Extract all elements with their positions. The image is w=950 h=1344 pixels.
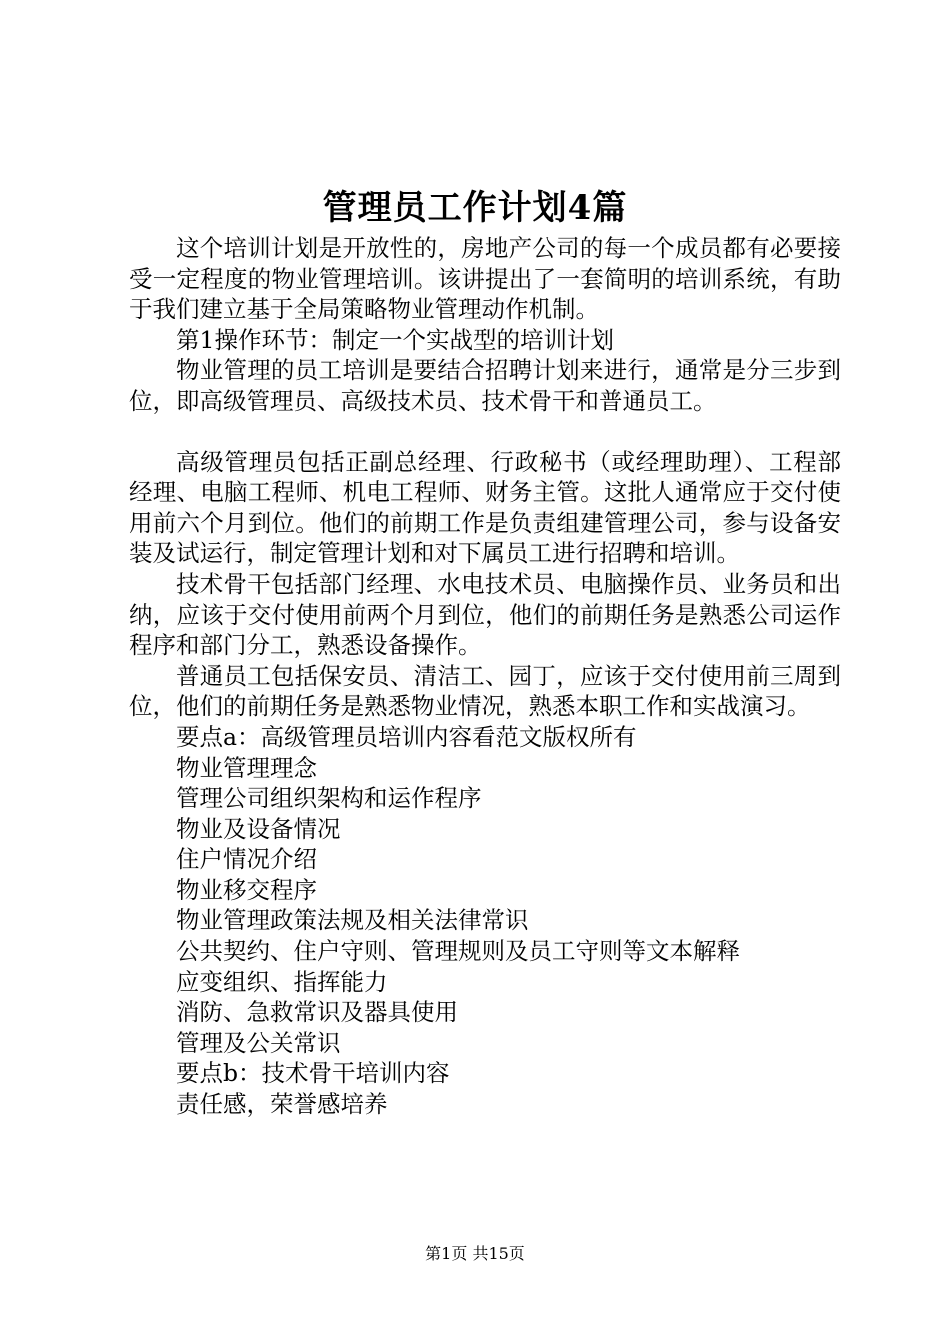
list-item: 住户情况介绍 bbox=[176, 845, 317, 874]
paragraph-technical-staff: 技术骨干包括部门经理、水电技术员、电脑操作员、业务员和出纳，应该于交付使用前两个月到位，他们的前期任务是熟悉公司运作程序和部门分工，熟悉设备操作。 bbox=[129, 569, 841, 660]
list-item: 物业管理理念 bbox=[176, 753, 317, 782]
list-item: 要点b：技术骨干培训内容 bbox=[176, 1059, 450, 1088]
list-item: 物业管理政策法规及相关法律常识 bbox=[176, 906, 529, 935]
paragraph-general-staff: 普通员工包括保安员、清洁工、园丁，应该于交付使用前三周到位，他们的前期任务是熟悉物业情况，熟悉本职工作和实战演习。 bbox=[129, 661, 841, 721]
document-title: 管理员工作计划4篇 bbox=[322, 188, 628, 228]
paragraph-staff-training: 物业管理的员工培训是要结合招聘计划来进行，通常是分三步到位，即高级管理员、高级技术员、技术骨干和普通员工。 bbox=[129, 356, 841, 415]
list-item: 物业移交程序 bbox=[176, 875, 317, 904]
paragraph-step-heading: 第1操作环节：制定一个实战型的培训计划 bbox=[176, 325, 614, 354]
paragraph-intro: 这个培训计划是开放性的，房地产公司的每一个成员都有必要接受一定程度的物业管理培训。该讲提出了一套简明的培训系统，有助于我们建立基于全局策略物业管理动作机制。 bbox=[129, 234, 841, 324]
list-item: 责任感，荣誉感培养 bbox=[176, 1090, 388, 1119]
list-item: 公共契约、住户守则、管理规则及员工守则等文本解释 bbox=[176, 937, 740, 966]
list-item: 应变组织、指挥能力 bbox=[176, 967, 388, 996]
paragraph-spacer bbox=[129, 417, 841, 447]
list-item: 管理及公关常识 bbox=[176, 1028, 341, 1057]
list-item: 要点a：高级管理员培训内容看范文版权所有 bbox=[176, 722, 637, 751]
document-body bbox=[129, 233, 841, 1120]
list-item: 管理公司组织架构和运作程序 bbox=[176, 784, 482, 813]
list-item: 物业及设备情况 bbox=[176, 814, 341, 843]
list-item: 消防、急救常识及器具使用 bbox=[176, 998, 458, 1027]
paragraph-senior-managers: 高级管理员包括正副总经理、行政秘书（或经理助理）、工程部经理、电脑工程师、机电工程师、财务主管。这批人通常应于交付使用前六个月到位。他们的前期工作是负责组建管理公司，参与设备安装及试运行，制定管理计划和对下属员工进行招聘和培训。 bbox=[129, 447, 841, 568]
page-number-footer: 第1页 共15页 bbox=[425, 1244, 525, 1263]
